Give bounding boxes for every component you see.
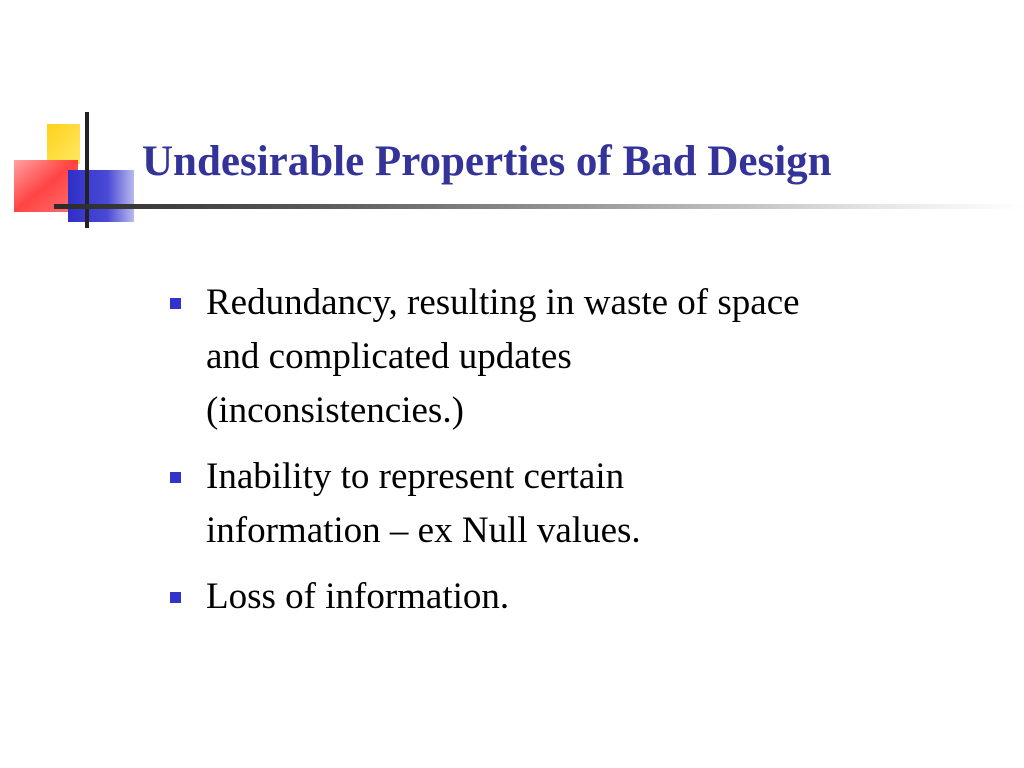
bullet-list <box>170 276 960 636</box>
bullet-item-loss <box>170 570 960 624</box>
bullet-text-line: information – ex Null values. <box>206 510 641 551</box>
square-bullet-icon <box>170 472 181 483</box>
bullet-text-line: Redundancy, resulting in waste of space <box>206 282 800 323</box>
square-bullet-icon <box>170 298 181 309</box>
logo-vertical-line <box>85 112 89 228</box>
bullet-text-line: Loss of information. <box>206 576 510 617</box>
title-underline <box>54 204 1024 209</box>
bullet-text-line: (inconsistencies.) <box>206 390 464 431</box>
logo-yellow-square <box>47 124 80 164</box>
square-bullet-icon <box>170 592 181 603</box>
bullet-text-line: and complicated updates <box>206 336 572 377</box>
logo-blue-square <box>68 170 134 222</box>
slide-title: Undesirable Properties of Bad Design <box>142 138 832 185</box>
bullet-text-line: Inability to represent certain <box>206 456 625 497</box>
bullet-item-redundancy <box>170 276 960 438</box>
bullet-item-inability <box>170 450 960 558</box>
